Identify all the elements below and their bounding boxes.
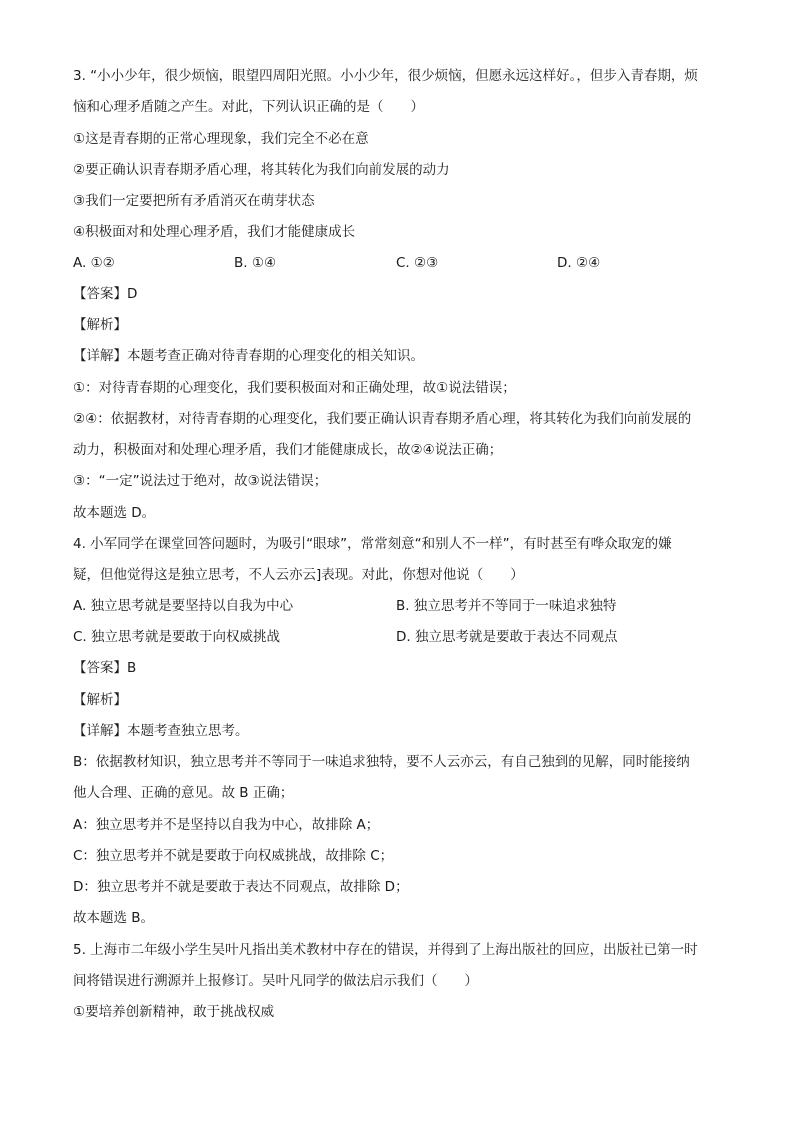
q3-item-1: ①这是青春期的正常心理现象，我们完全不必在意 — [73, 131, 369, 147]
q4-answer: 【答案】B — [73, 660, 137, 676]
q3-stem-line1: 3. “小小少年，很少烦恼，眼望四周阳光照。小小少年，很少烦恼，但愿永远这样好。，但步入青春期，烦 — [73, 68, 698, 84]
q4-option-a: A. 独立思考就是要坚持以自我为中心 — [73, 598, 294, 614]
q4-explanation-d: D：独立思考并不就是要敢于表达不同观点，故排除 D； — [73, 879, 409, 895]
q3-item-3: ③我们一定要把所有矛盾消灭在萌芽状态 — [73, 193, 315, 209]
q4-explanation-c: C：独立思考并不就是要敢于向权威挑战，故排除 C； — [73, 848, 394, 864]
q5-stem-line2: 间将错误进行溯源并上报修订。吴叶凡同学的做法启示我们（ ） — [73, 973, 478, 989]
q3-explanation-2-line1: ②④：依据教材，对待青春期的心理变化，我们要正确认识青春期矛盾心理，将其转化为我们向前发展的 — [73, 411, 692, 427]
q3-item-2: ②要正确认识青春期矛盾心理，将其转化为我们向前发展的动力 — [73, 162, 450, 178]
q4-option-d: D. 独立思考就是要敢于表达不同观点 — [396, 629, 618, 645]
q3-stem-line2: 恼和心理矛盾随之产生。对此，下列认识正确的是（ ） — [73, 99, 424, 115]
q3-option-c: C. ②③ — [396, 255, 439, 271]
q4-option-b: B. 独立思考并不等同于一味追求独特 — [396, 598, 617, 614]
q4-analysis-label: 【解析】 — [73, 692, 127, 708]
q3-conclusion: 故本题选 D。 — [73, 505, 156, 521]
q5-item-1: ①要培养创新精神，敢于挑战权威 — [73, 1004, 275, 1020]
q5-stem-line1: 5. 上海市二年级小学生吴叶凡指出美术教材中存在的错误，并得到了上海出版社的回应，出版社已第一时 — [73, 942, 698, 958]
q3-option-b: B. ①④ — [234, 255, 277, 271]
q3-option-a: A. ①② — [73, 255, 115, 271]
q4-explanation-a: A：独立思考并不是坚持以自我为中心，故排除 A； — [73, 817, 380, 833]
q3-explanation-2-line2: 动力，积极面对和处理心理矛盾，我们才能健康成长，故②④说法正确； — [73, 442, 503, 458]
q4-stem-line2: 疑，但他觉得这是独立思考，不人云亦云]表现。对此，你想对他说（ ） — [73, 567, 524, 583]
q4-option-c: C. 独立思考就是要敢于向权威挑战 — [73, 629, 281, 645]
q4-stem-line1: 4. 小军同学在课堂回答问题时，为吸引“眼球”，常常刻意“和别人不一样”，有时甚至有哗众取宠的嫌 — [73, 536, 672, 552]
q3-explanation-3: ③：“一定”说法过于绝对，故③说法错误； — [73, 473, 328, 489]
q4-detail: 【详解】本题考查独立思考。 — [73, 723, 249, 739]
q4-explanation-b-line2: 他人合理、正确的意见。故 B 正确； — [73, 785, 294, 801]
q3-detail: 【详解】本题考查正确对待青春期的心理变化的相关知识。 — [73, 348, 424, 364]
q3-option-d: D. ②④ — [557, 255, 601, 271]
q4-explanation-b-line1: B：依据教材知识，独立思考并不等同于一味追求独特，要不人云亦云，有自己独到的见解，同时能接纳 — [73, 754, 690, 770]
q3-item-4: ④积极面对和处理心理矛盾，我们才能健康成长 — [73, 224, 356, 240]
q3-explanation-1: ①：对待青春期的心理变化，我们要积极面对和正确处理，故①说法错误； — [73, 380, 516, 396]
q3-analysis-label: 【解析】 — [73, 317, 127, 333]
q3-answer: 【答案】D — [73, 286, 138, 302]
q4-conclusion: 故本题选 B。 — [73, 910, 155, 926]
